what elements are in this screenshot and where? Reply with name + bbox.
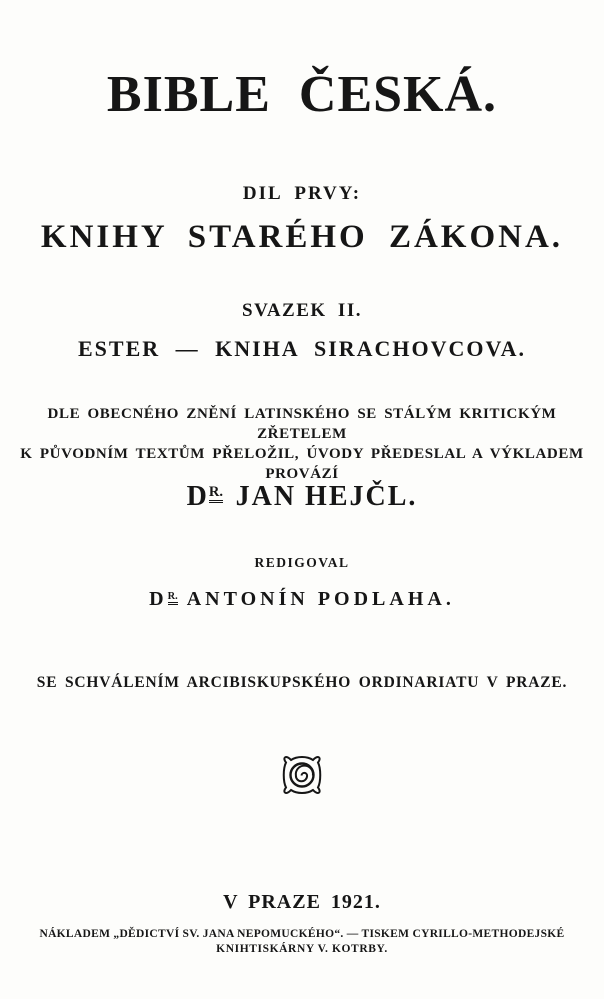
volume-label: SVAZEK II. (242, 300, 362, 321)
translator-full-name: JAN HEJČL. (235, 481, 418, 512)
translator-dr-prefix: D (186, 481, 209, 512)
translator-note-line3: PROVÁZÍ (265, 466, 339, 482)
book-title: BIBLE ČESKÁ. (106, 66, 498, 123)
part-title: KNIHY STARÉHO ZÁKONA. (40, 219, 564, 255)
translator-note-line2: K PŮVODNÍM TEXTŮM PŘELOŽIL, ÚVODY PŘEDESLAL A VÝKLADEM (20, 446, 584, 462)
imprint-line2: KNIHTISKÁRNY V. KOTRBY. (216, 943, 388, 955)
imprint-place-year: V PRAZE 1921. (223, 891, 381, 913)
translator-note (0, 404, 604, 484)
translator-name (0, 482, 604, 513)
translator-dr-superscript: R. (209, 486, 223, 503)
translator-note-line1: DLE OBECNÉHO ZNĚNÍ LATINSKÉHO SE STÁLÝM KRITICKÝM ZŘETELEM (47, 406, 557, 442)
approval-line: SE SCHVÁLENÍM ARCIBISKUPSKÉHO ORDINARIATU V PRAZE. (36, 674, 568, 691)
part-label: DIL PRVY: (242, 183, 362, 204)
editor-name (0, 588, 604, 610)
editor-dr-superscript: R. (168, 592, 178, 605)
editor-dr-prefix: D (149, 588, 168, 610)
editor-full-name: ANTONÍN PODLAHA. (186, 588, 455, 610)
editor-label: REDIGOVAL (254, 555, 350, 570)
volume-contents: ESTER — KNIHA SIRACHOVCOVA. (77, 336, 526, 361)
imprint-line1: NÁKLADEM „DĚDICTVÍ SV. JANA NEPOMUCKÉHO“. — TISKEM CYRILLO-METHODEJSKÉ (39, 928, 565, 940)
printers-ornament-icon (0, 752, 604, 803)
